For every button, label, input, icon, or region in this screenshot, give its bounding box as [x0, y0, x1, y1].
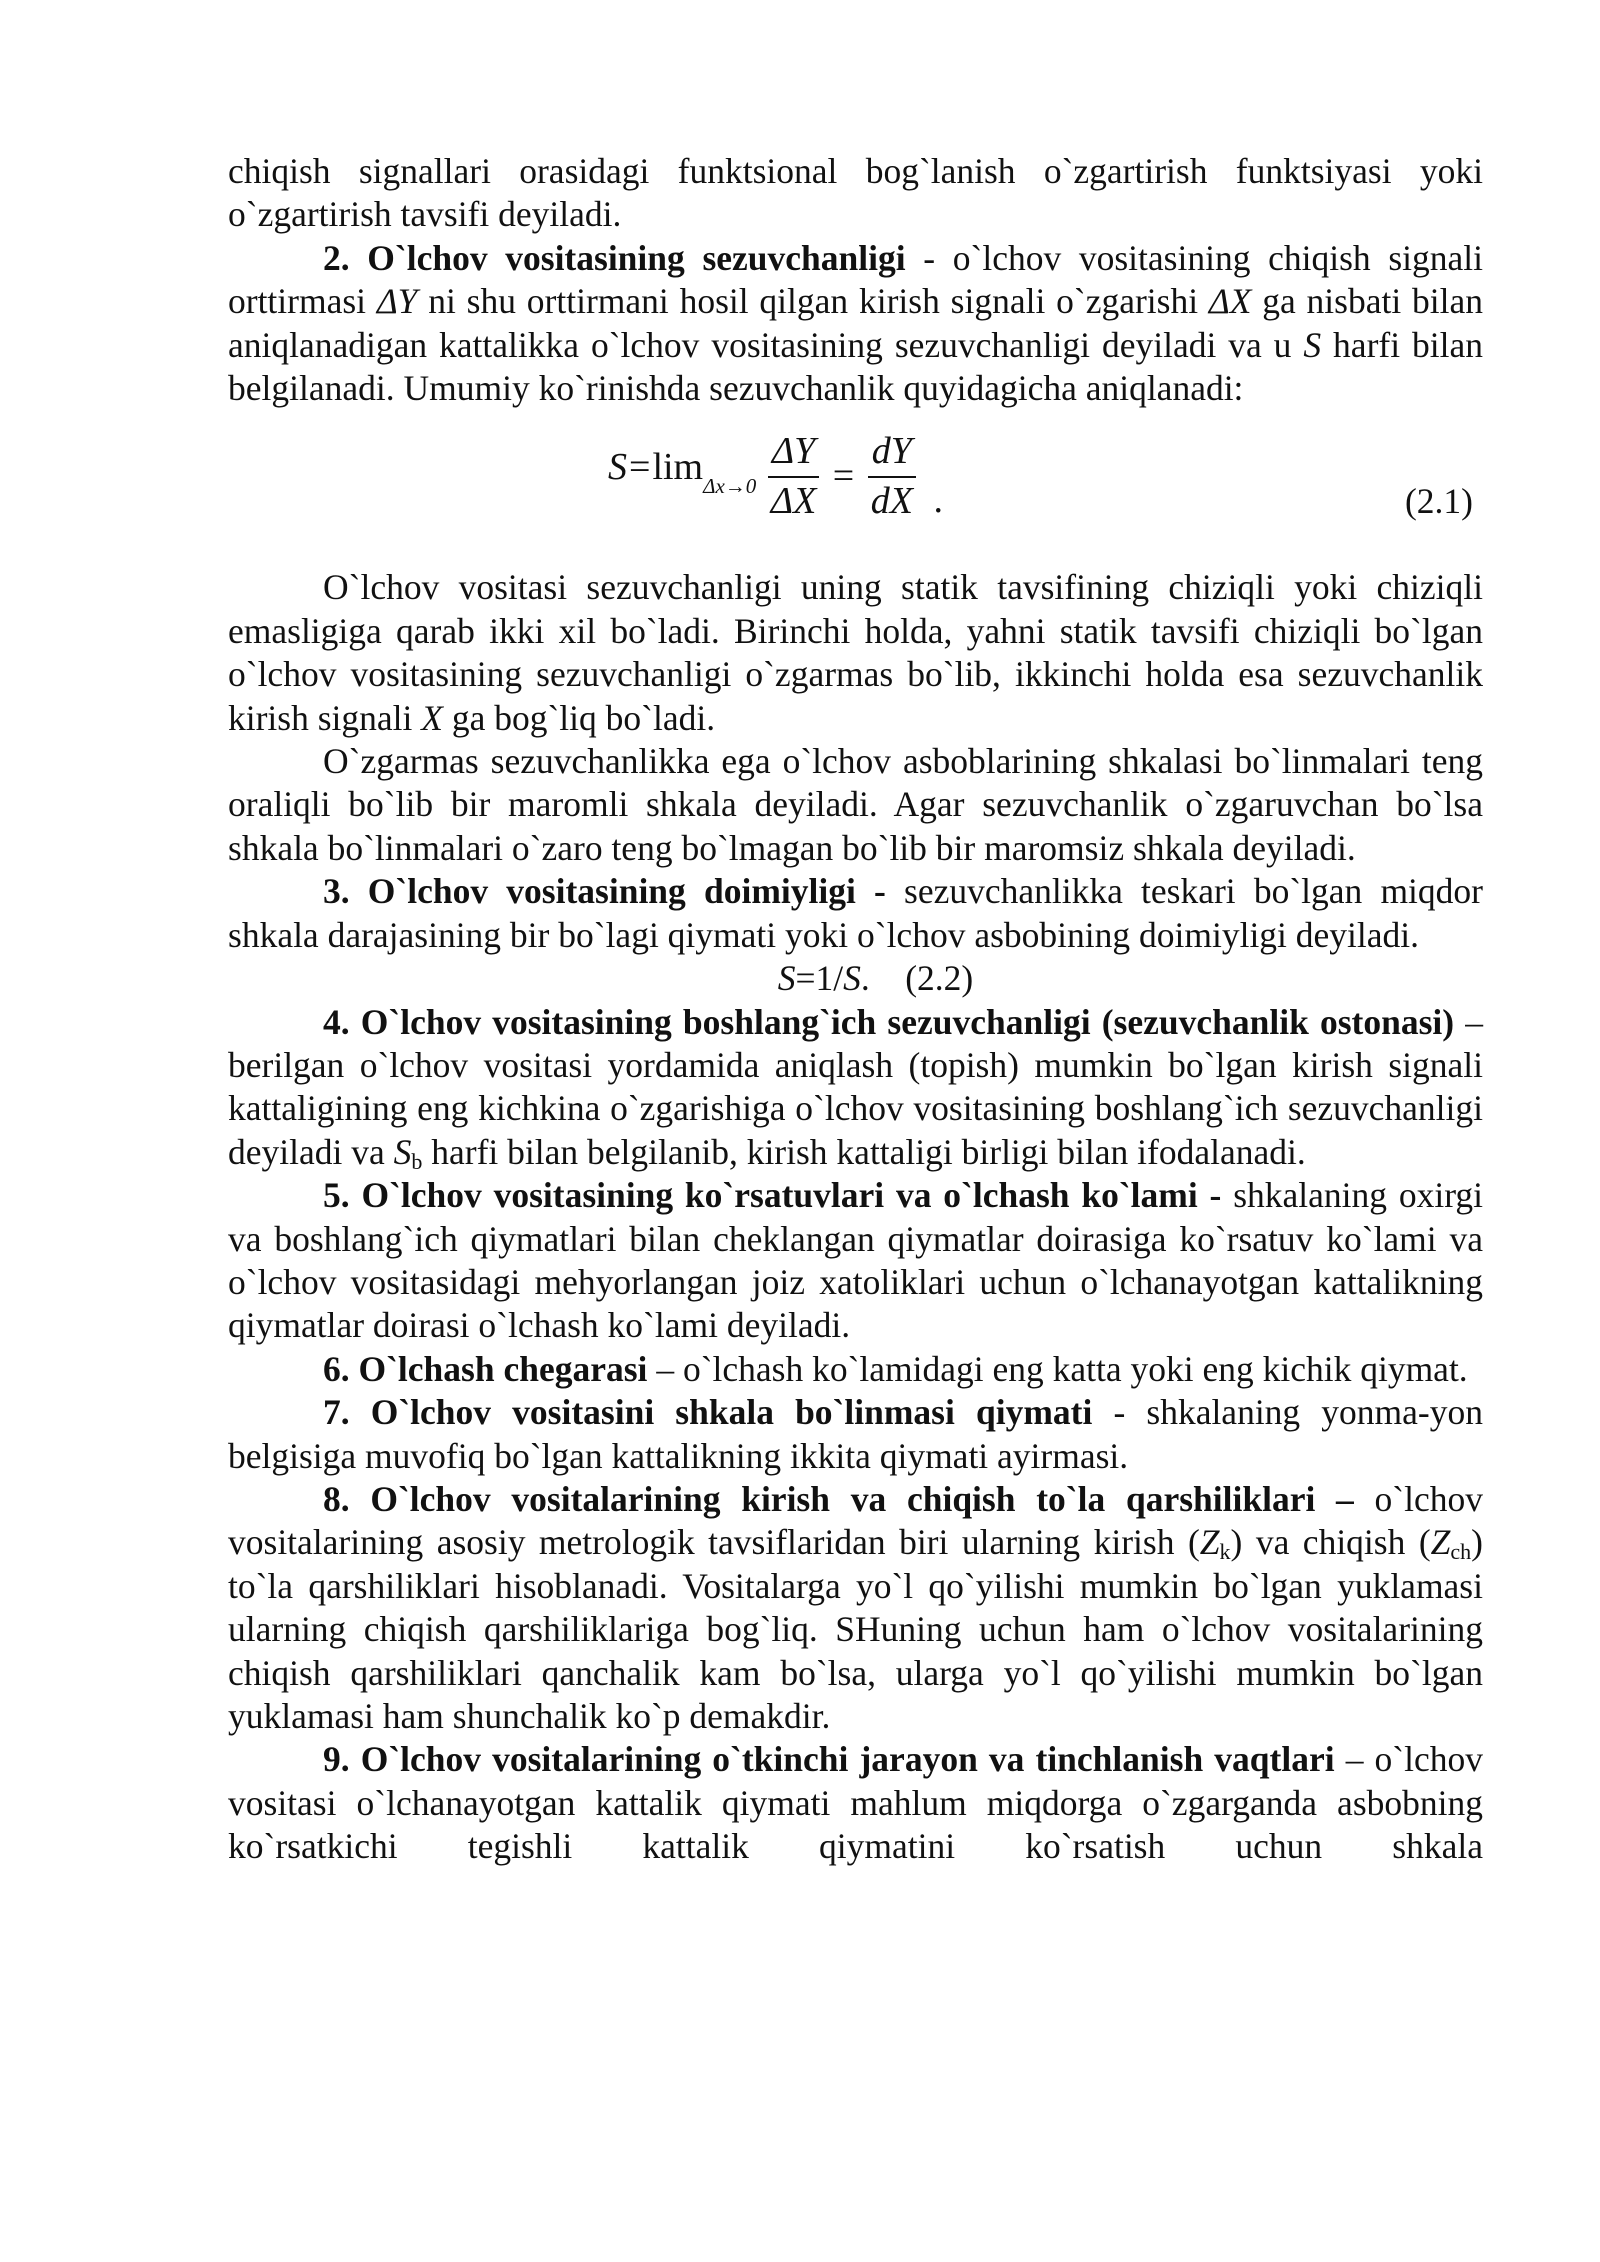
item-3-title: 3. O`lchov vositasining doimiyligi -	[323, 871, 886, 912]
body-text	[228, 150, 1483, 1869]
fraction-delta: $\frac{\Delta Y}{\Delta X}$	[768, 428, 820, 525]
item-8-title: 8. O`lchov vositalarining kirish va chiqish to`la qarshiliklari –	[323, 1478, 1354, 1519]
item-5-title: 5. O`lchov vositasining ko`rsatuvlari va o`lchash ko`lami -	[323, 1175, 1222, 1216]
item-2-title: 2. O`lchov vositasining sezuvchanligi	[323, 237, 906, 278]
intro-line-2: o`zgartirish tavsifi deyiladi.	[228, 194, 622, 235]
item-2-sensitivity: 2. O`lchov vositasining sezuvchanligi - o`lchov vositasining chiqish signali orttirmasi ΔY ni shu orttirmani hosil qilgan kirish signali o`zgarishi ΔX ga nisbati bilan aniqlanadigan kattalikka o`lchov vositasining sezuvchanligi deyiladi va u S harfi bilan belgilanadi. Umumiy ko`rinishda sezuvchanlik quyidagicha aniqlanadi:	[228, 237, 1484, 409]
equation-number-2-2: (2.2)	[905, 958, 974, 999]
paragraph-scale: O`zgarmas sezuvchanlikka ega o`lchov asboblarining shkalasi bo`linmalari teng oraliqli bo`lib bir maromli shkala deyiladi. Agar sezuvchanlik o`zgaruvchan bo`lsa shkala bo`linmalari o`zaro teng bo`lmagan bo`lib bir maromsiz shkala deyiladi.	[228, 741, 1483, 868]
equation-number-2-1: (2.1)	[1404, 481, 1473, 522]
item-9-transient: 9. O`lchov vositalarining o`tkinchi jarayon va tinchlanish vaqtlari – o`lchov vositasi o`lchanayotgan kattalik qiymati mahlum miqdorga o`zgarganda asbobning ko`rsatkichi tegishli kattalik qiymatini ko`rsatish uchun shkala	[228, 1739, 1483, 1867]
formula-2-1	[228, 410, 1483, 566]
item-6-limit: 6. O`lchash chegarasi – o`lchash ko`lamidagi eng katta yoki eng kichik qiymat.	[323, 1348, 1468, 1389]
item-8-impedances: 8. O`lchov vositalarining kirish va chiqish to`la qarshiliklari – o`lchov vositalarining asosiy metrologik tavsiflaridan biri ularning kirish $(Z_k)$ va chiqish $(Z_{ch})$ to`la qarshiliklari hisoblanadi. Vositalarga yo`l qo`yilishi mumkin bo`lgan yuklamasi ularning chiqish qarshiliklariga bog`liq. SHuning uchun ham o`lchov vositalarining chiqish qarshiliklari qanchalik kam bo`lsa, ularga yo`l qo`yilishi mumkin bo`lgan yuklamasi ham shunchalik ko`p demakdir.	[228, 1478, 1483, 1736]
item-3-constant: 3. O`lchov vositasining doimiyligi - sezuvchanlikka teskari bo`lgan miqdor shkala darajasining bir bo`lagi qiymati yoki o`lchov asbobining doimiyligi deyiladi.	[228, 871, 1483, 955]
formula-2-2: S=1/S. (2.2)	[777, 958, 974, 999]
paragraph-static-characteristic: O`lchov vositasi sezuvchanligi uning statik tavsifining chiziqli yoki chiziqli emasligiga qarab ikki xil bo`ladi. Birinchi holda, yahni statik tavsifi chiziqli bo`lgan o`lchov vositasining sezuvchanligi o`zgarmas bo`lib, ikkinchi holda esa sezuvchanlik kirish signali X ga bog`liq bo`ladi.	[228, 567, 1483, 738]
item-7-title: 7. O`lchov vositasini shkala bo`linmasi qiymati	[323, 1392, 1093, 1433]
item-4-threshold: 4. O`lchov vositasining boshlang`ich sezuvchanligi (sezuvchanlik ostonasi) – berilgan o`lchov vositasi yordamida aniqlash (topish) mumkin bo`lgan kirish signali kattaligining eng kichkina o`zgarishiga o`lchov vositasining boshlang`ich sezuvchanligi deyiladi va $S_b$ harfi bilan belgilanib, kirish kattaligi birligi bilan ifodalanadi.	[228, 1001, 1484, 1174]
item-7-division-value: 7. O`lchov vositasini shkala bo`linmasi qiymati - shkalaning yonma-yon belgisiga muvofiq bo`lgan kattalikning ikkita qiymati ayirmasi.	[228, 1392, 1483, 1476]
item-6-title: 6. O`lchash chegarasi	[323, 1348, 648, 1389]
item-5-range: 5. O`lchov vositasining ko`rsatuvlari va o`lchash ko`lami - shkalaning oxirgi va boshlang`ich qiymatlari bilan cheklangan qiymatlar doirasiga ko`rsatuv ko`lami va o`lchov vositasidagi mehyorlangan joiz xatoliklari uchun o`lchanayotgan kattalikning qiymatlar doirasi o`lchash ko`lami deyiladi.	[228, 1175, 1483, 1346]
intro-line-1: chiqish signallari orasidagi funktsional bog`lanish o`zgartirish funktsiyasi yoki	[228, 151, 1483, 191]
item-4-title: 4. O`lchov vositasining boshlang`ich sezuvchanligi (sezuvchanlik ostonasi)	[323, 1001, 1455, 1042]
formula-2-1-expression: $S=\lim_{\Delta x\to 0}$ $\frac{\Delta Y}{\Delta X}$ = $\frac{dY}{dX}$ .	[608, 428, 943, 525]
fraction-derivative: $\frac{dY}{dX}$	[868, 428, 916, 525]
item-9-title: 9. O`lchov vositalarining o`tkinchi jarayon va tinchlanish vaqtlari	[323, 1739, 1335, 1780]
